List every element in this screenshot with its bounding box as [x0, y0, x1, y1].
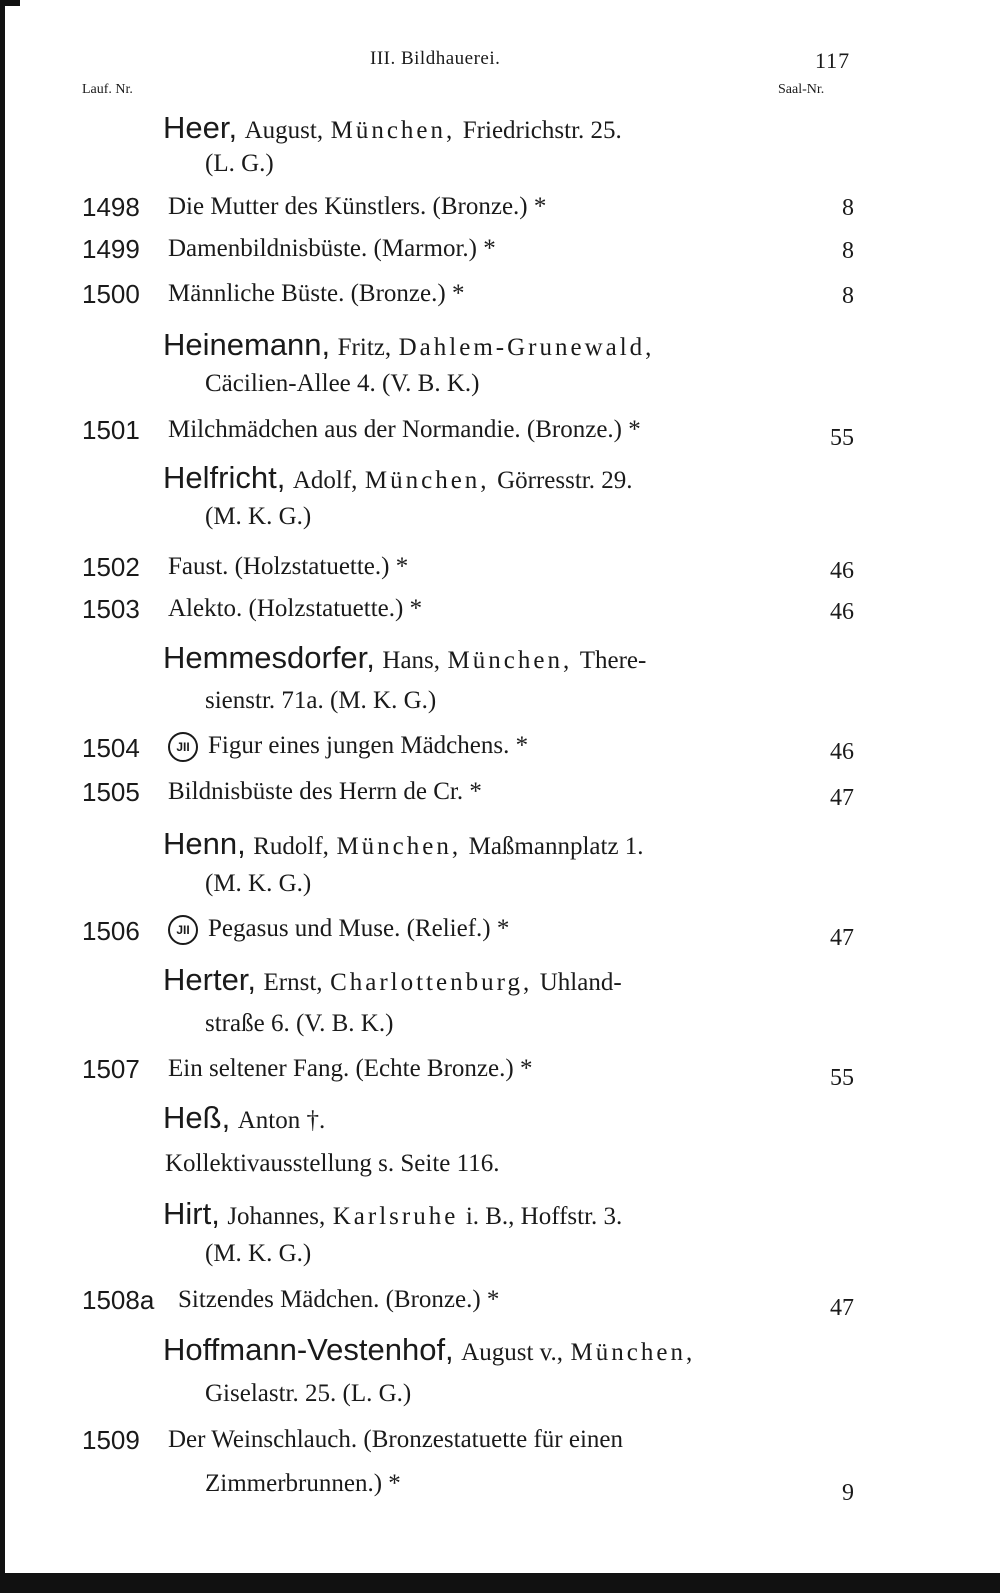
entry-number: 1504	[82, 733, 140, 763]
entry-title: JII Figur eines jungen Mädchens. *	[168, 732, 528, 762]
artist-heading: Hoffmann-Vestenhof, August v., München,	[163, 1332, 696, 1367]
entry-title: Die Mutter des Künstlers. (Bronze.) *	[168, 193, 547, 220]
room-number: 55	[830, 1065, 854, 1091]
room-number: 8	[842, 238, 854, 264]
jury-mark-icon: JII	[168, 915, 198, 945]
jury-mark-icon: JII	[168, 732, 198, 762]
entry-number: 1500	[82, 279, 140, 309]
entry-title: Alekto. (Holzstatuette.) *	[168, 595, 423, 622]
artist-heading: Hirt, Johannes, Karlsruhe i. B., Hoffstr. 3.	[163, 1196, 623, 1231]
entry-number: 1502	[82, 552, 140, 582]
entry-title: Milchmädchen aus der Normandie. (Bronze.) *	[168, 416, 641, 443]
running-title: III. Bildhauerei.	[370, 48, 501, 69]
artist-address-cont: Giselastr. 25. (L. G.)	[205, 1380, 412, 1407]
artist-heading: Herter, Ernst, Charlottenburg, Uhland-	[163, 962, 622, 997]
artist-address-cont: (L. G.)	[205, 150, 274, 177]
room-number: 47	[830, 1295, 854, 1321]
entry-title-cont: Zimmerbrunnen.) *	[205, 1470, 401, 1497]
artist-heading: Heer, August, München, Friedrichstr. 25.	[163, 110, 622, 145]
entry-title: JII Pegasus und Muse. (Relief.) *	[168, 915, 509, 945]
entry-title: Männliche Büste. (Bronze.) *	[168, 280, 465, 307]
scan-edge-bottom	[0, 1573, 1000, 1593]
entry-number: 1508a	[82, 1285, 155, 1315]
entry-number: 1507	[82, 1054, 140, 1084]
room-number: 9	[842, 1480, 854, 1506]
scan-edge-left	[0, 0, 5, 1593]
entry-number: 1498	[82, 192, 140, 222]
room-number: 46	[830, 739, 854, 765]
entry-number: 1499	[82, 234, 140, 264]
artist-heading: Heinemann, Fritz, Dahlem-Grunewald,	[163, 327, 655, 362]
entry-title: Sitzendes Mädchen. (Bronze.) *	[178, 1286, 500, 1313]
column-label-left: Lauf. Nr.	[82, 82, 133, 97]
room-number: 47	[830, 925, 854, 951]
entry-number: 1501	[82, 415, 140, 445]
artist-address-cont: sienstr. 71a. (M. K. G.)	[205, 687, 437, 714]
room-number: 47	[830, 785, 854, 811]
room-number: 55	[830, 425, 854, 451]
artist-address-cont: (M. K. G.)	[205, 870, 312, 897]
room-number: 46	[830, 558, 854, 584]
entry-title: Ein seltener Fang. (Echte Bronze.) *	[168, 1055, 533, 1082]
room-number: 46	[830, 599, 854, 625]
artist-address-cont: straße 6. (V. B. K.)	[205, 1010, 394, 1037]
artist-heading: Helfricht, Adolf, München, Görresstr. 29.	[163, 460, 633, 495]
artist-address-cont: Kollektivausstellung s. Seite 116.	[165, 1150, 500, 1177]
room-number: 8	[842, 283, 854, 309]
room-number: 8	[842, 195, 854, 221]
entry-title: Bildnisbüste des Herrn de Cr. *	[168, 778, 482, 805]
artist-heading: Henn, Rudolf, München, Maßmannplatz 1.	[163, 826, 644, 861]
entry-title: Faust. (Holzstatuette.) *	[168, 553, 409, 580]
artist-heading: Hemmesdorfer, Hans, München, There-	[163, 640, 647, 675]
entry-title: Damenbildnisbüste. (Marmor.) *	[168, 235, 496, 262]
scan-edge-top	[0, 0, 20, 6]
entry-number: 1509	[82, 1425, 140, 1455]
entry-number: 1505	[82, 777, 140, 807]
entry-title: Der Weinschlauch. (Bronzestatuette für einen	[168, 1426, 623, 1453]
column-label-right: Saal-Nr.	[778, 82, 825, 97]
page-number: 117	[815, 48, 851, 73]
artist-address-cont: (M. K. G.)	[205, 1240, 312, 1267]
entry-number: 1503	[82, 594, 140, 624]
artist-address-cont: Cäcilien-Allee 4. (V. B. K.)	[205, 370, 480, 397]
artist-heading: Heß, Anton †.	[163, 1100, 326, 1135]
artist-address-cont: (M. K. G.)	[205, 503, 312, 530]
entry-number: 1506	[82, 916, 140, 946]
